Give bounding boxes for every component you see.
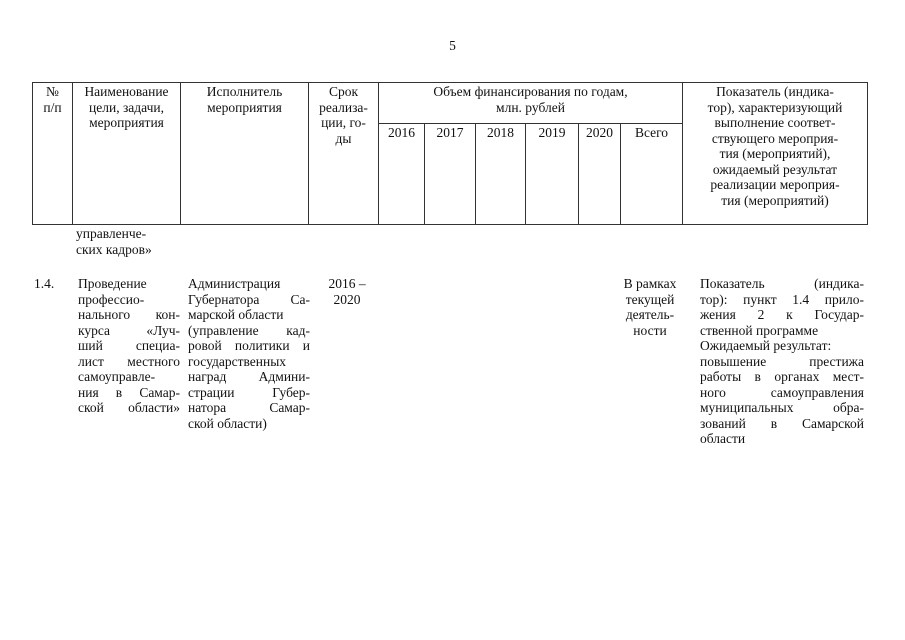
row-number: 1.4. xyxy=(34,276,55,291)
row-indicator: Показатель (индика- тор): пункт 1.4 прило- жения 2 к Государ- ственной программе Ожидаемый результат: повышение престижа работы в органах мест- ного самоуправления муниципальных обра- зований в Самарской области xyxy=(700,276,864,446)
program-table-header xyxy=(32,82,868,225)
row-executor: Администрация Губернатора Са- марской области (управление кад- ровой политики и государственных наград Админи- страции Губер- натора Самар- ской области) xyxy=(188,276,310,431)
header-num: № п/п xyxy=(33,83,73,225)
header-year-2020: 2020 xyxy=(579,123,621,224)
page-number: 5 xyxy=(449,38,456,53)
header-year-2016: 2016 xyxy=(379,123,425,224)
header-term: Срок реализа- ции, го- ды xyxy=(309,83,379,225)
header-year-2018: 2018 xyxy=(476,123,526,224)
header-year-2017: 2017 xyxy=(425,123,476,224)
header-indicator: Показатель (индика- тор), характеризующий выполнение соответ- ствующего мероприя- тия (мероприятий), ожидаемый результат реализации мероприя- тия (мероприятий) xyxy=(683,83,868,225)
header-executor: Исполнитель мероприятия xyxy=(181,83,309,225)
header-name: Наименование цели, задачи, мероприятия xyxy=(73,83,181,225)
header-funding: Объем финансирования по годам, млн. рублей xyxy=(379,83,683,124)
continuation-text: управленче- ских кадров» xyxy=(76,226,152,257)
row-total: В рамках текущей деятель- ности xyxy=(623,276,677,338)
header-year-total: Всего xyxy=(621,123,683,224)
row-name: Проведение профессио- нального кон- курса «Луч- ший специа- лист местного самоуправле- ния в Самар- ской области» xyxy=(78,276,180,415)
row-term: 2016 – 2020 xyxy=(328,276,366,307)
header-year-2019: 2019 xyxy=(526,123,579,224)
